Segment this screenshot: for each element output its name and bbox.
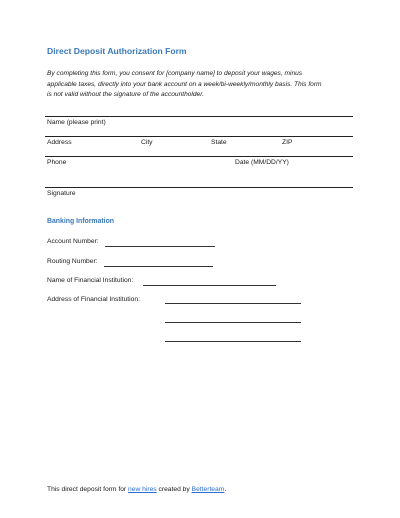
form-title: Direct Deposit Authorization Form [47, 46, 187, 56]
footer-text: created by [156, 486, 192, 493]
institution-name-field[interactable] [143, 285, 276, 286]
zip-label: ZIP [282, 139, 293, 146]
address-label: Address [47, 139, 72, 146]
name-label: Name (please print) [47, 119, 106, 126]
institution-address-field[interactable] [165, 322, 301, 323]
intro-line: is not valid without the signature of the accountholder. [47, 91, 205, 98]
divider-line [45, 156, 353, 157]
footer-note [47, 486, 226, 493]
routing-number-field[interactable] [104, 266, 213, 267]
intro-paragraph [47, 69, 359, 101]
institution-name-label: Name of Financial Institution: [47, 277, 134, 284]
banking-heading: Banking Information [47, 218, 114, 225]
footer-text: . [224, 486, 227, 493]
intro-line: By completing this form, you consent for [company name] to deposit your wages, minus [47, 70, 303, 77]
phone-label: Phone [47, 159, 67, 166]
institution-address-label: Address of Financial Institution: [47, 296, 140, 303]
state-label: State [211, 139, 227, 146]
divider-line [45, 187, 353, 188]
institution-address-field[interactable] [165, 341, 301, 342]
account-number-label: Account Number: [47, 238, 99, 245]
signature-label: Signature [47, 190, 76, 197]
betterteam-link[interactable]: Betterteam [191, 486, 225, 493]
city-label: City [141, 139, 153, 146]
intro-line: applicable taxes, directly into your bank account on a week/bi-weekly/monthly basis. This form [47, 80, 322, 88]
institution-address-field[interactable] [165, 303, 301, 304]
divider-line [45, 136, 353, 137]
divider-line [45, 116, 353, 117]
new-hires-link[interactable]: new hires [128, 486, 157, 493]
account-number-field[interactable] [105, 246, 215, 247]
date-label: Date (MM/DD/YY) [235, 159, 289, 166]
routing-number-label: Routing Number: [47, 258, 98, 265]
footer-text: This direct deposit form for [47, 486, 129, 493]
